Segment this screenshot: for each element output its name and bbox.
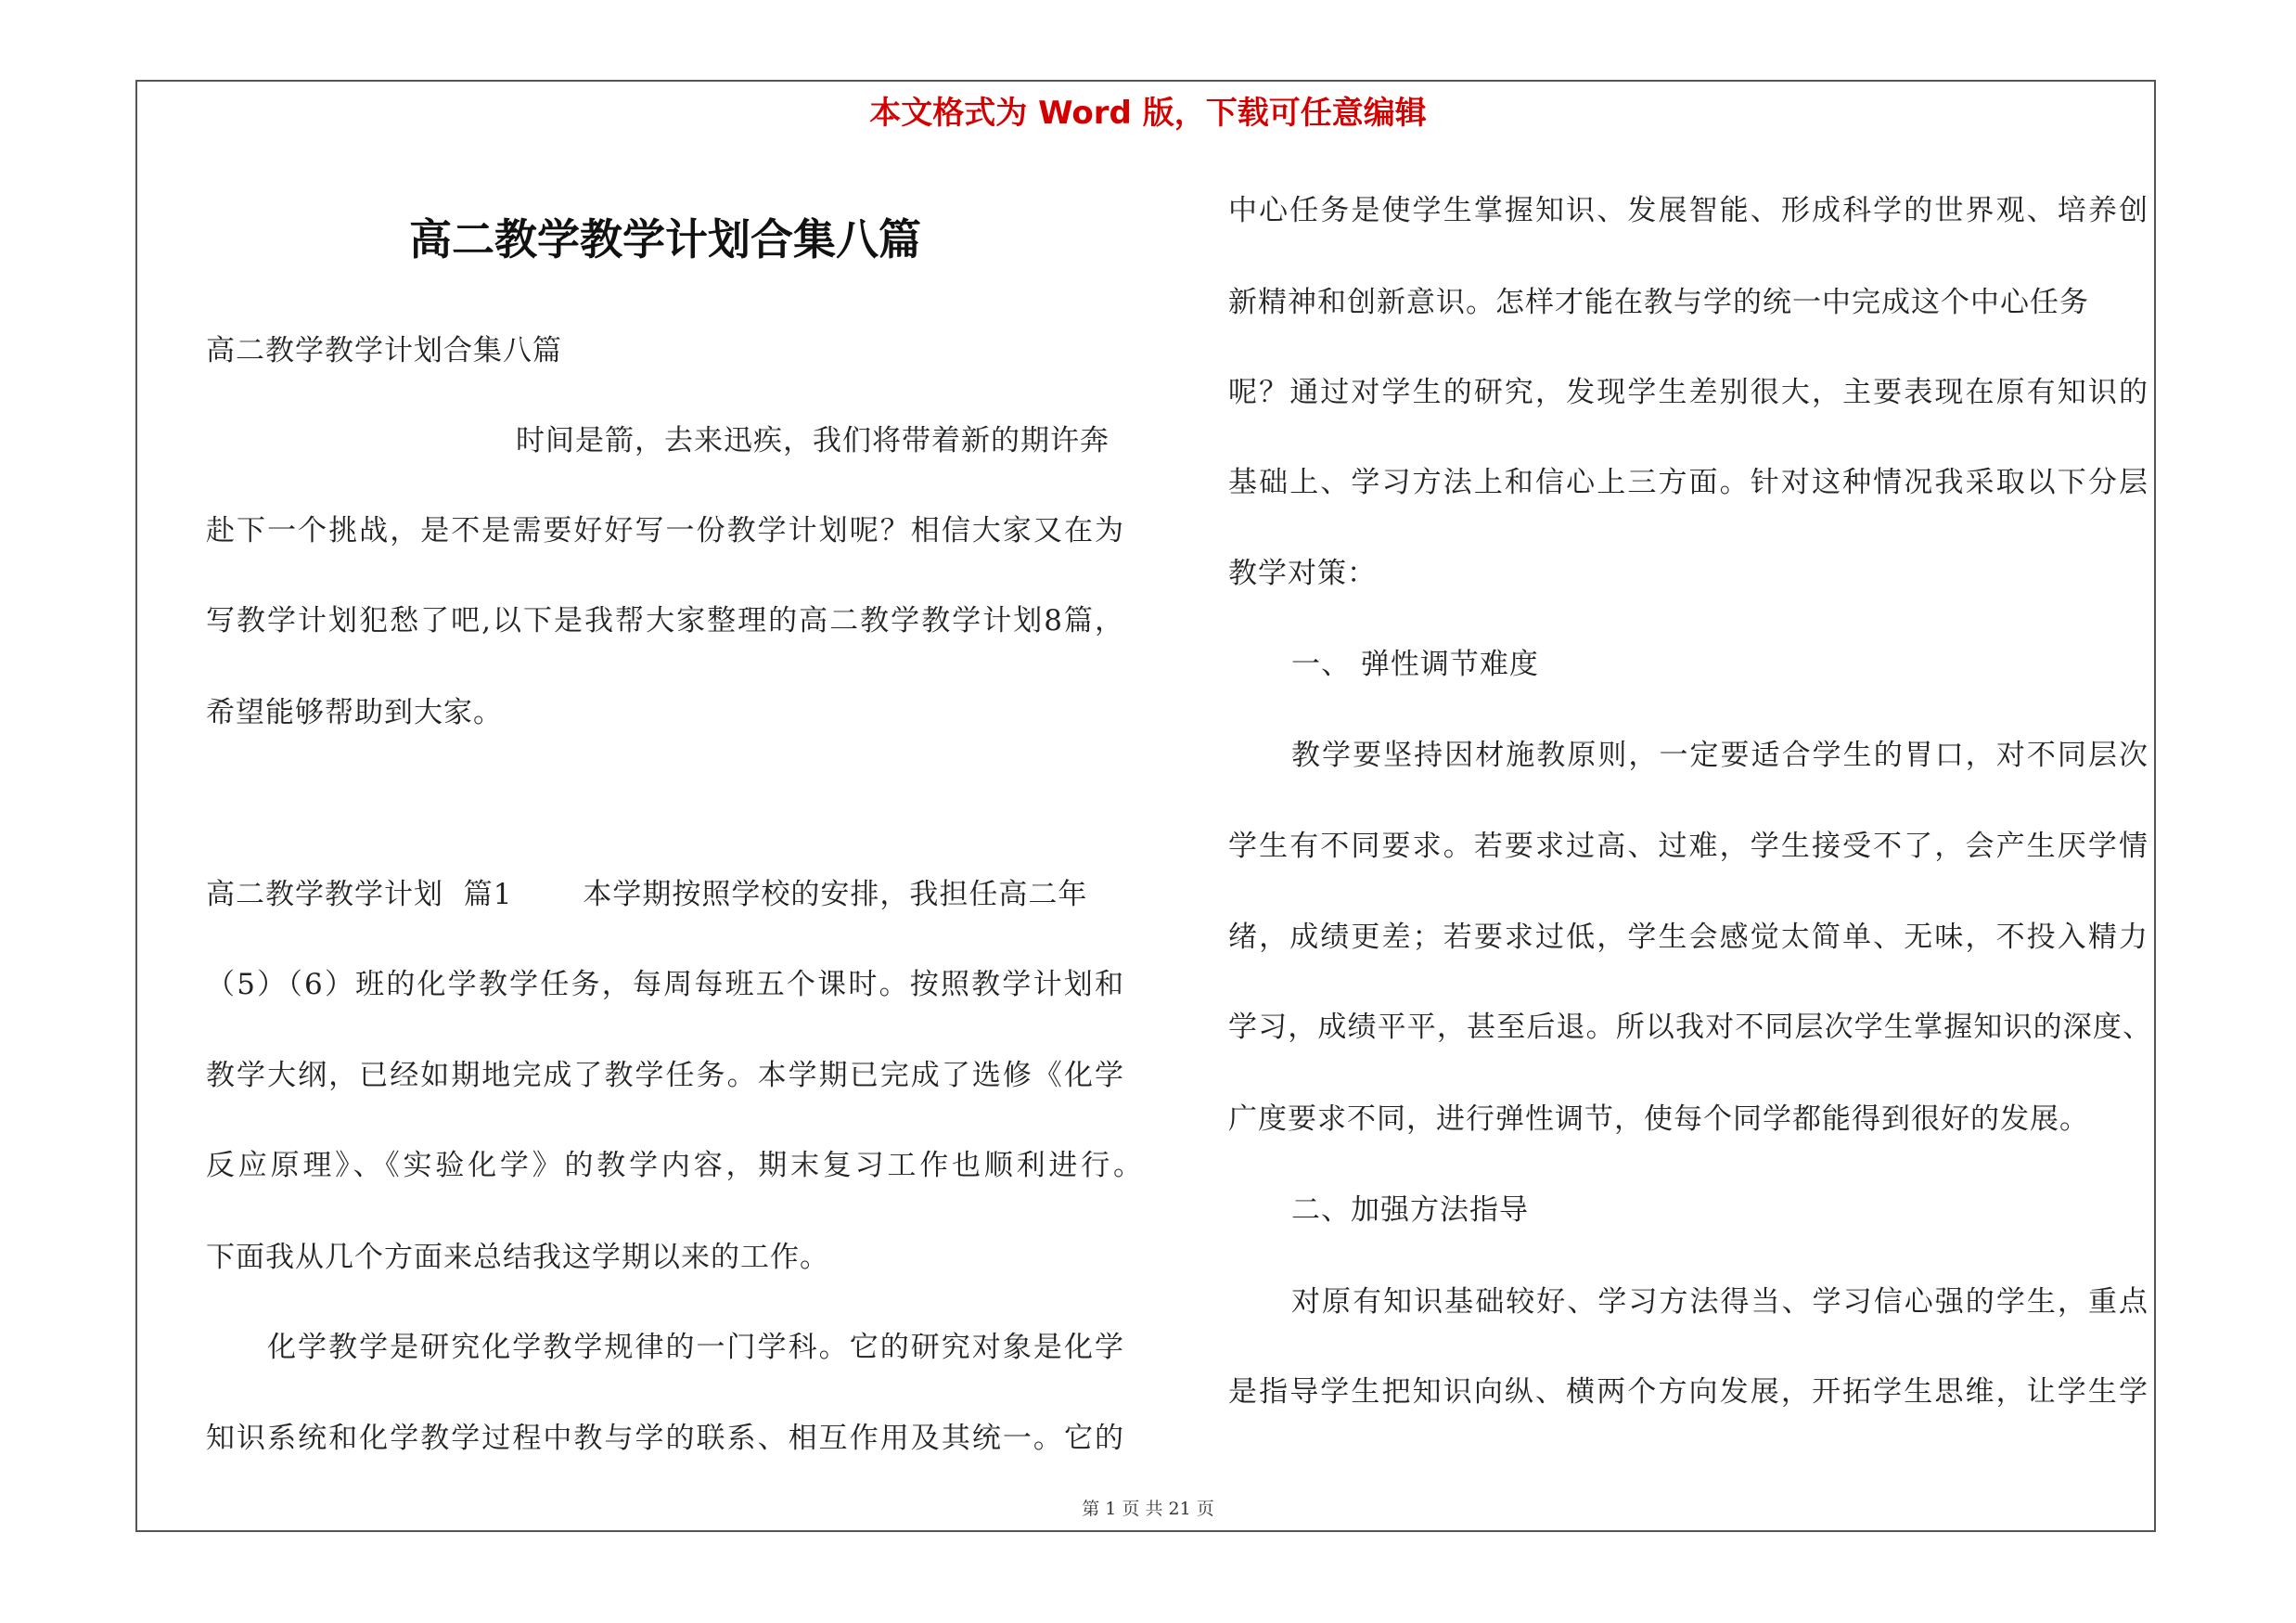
right-line-2: 呢？通过对学生的研究，发现学生差别很大，主要表现在原有知识的 xyxy=(1228,376,2148,409)
right-line-6: 教学要坚持因材施教原则，一定要适合学生的胃口，对不同层次 xyxy=(1291,739,2148,772)
right-line-12: 对原有知识基础较好、学习方法得当、学习信心强的学生，重点 xyxy=(1291,1285,2148,1319)
left-line-8: 反应原理》、《实验化学》的教学内容，期末复习工作也顺利进行。 xyxy=(206,1149,1143,1182)
page-footer: 第 1 页 共 21 页 xyxy=(1082,1499,1214,1519)
left-line-7: 教学大纲，已经如期地完成了教学任务。本学期已完成了选修《化学 xyxy=(206,1059,1124,1092)
right-line-1: 新精神和创新意识。怎样才能在教与学的统一中完成这个中心任务 xyxy=(1228,286,2089,319)
left-line-11: 知识系统和化学教学过程中教与学的联系、相互作用及其统一。它的 xyxy=(206,1422,1124,1455)
right-line-10: 广度要求不同，进行弹性调节，使每个同学都能得到很好的发展。 xyxy=(1228,1102,2089,1136)
left-line-1: 时间是箭，去来迅疾，我们将带着新的期许奔 xyxy=(516,424,1110,457)
left-line-4: 希望能够帮助到大家。 xyxy=(206,696,503,729)
format-banner: 本文格式为 Word 版，下载可任意编辑 xyxy=(869,95,1427,132)
right-line-8: 绪，成绩更差；若要求过低，学生会感觉太简单、无味，不投入精力 xyxy=(1228,921,2148,954)
right-line-9: 学习，成绩平平，甚至后退。所以我对不同层次学生掌握知识的深度、 xyxy=(1228,1011,2152,1044)
left-line-2: 赴下一个挑战，是不是需要好好写一份教学计划呢？相信大家又在为 xyxy=(206,514,1124,547)
right-line-3: 基础上、学习方法上和信心上三方面。针对这种情况我采取以下分层 xyxy=(1228,466,2148,499)
document-title: 高二教学教学计划合集八篇 xyxy=(409,214,921,264)
left-line-3: 写教学计划犯愁了吧,以下是我帮大家整理的高二教学教学计划8篇， xyxy=(206,604,1124,638)
right-line-4: 教学对策： xyxy=(1228,557,1377,590)
right-line-0: 中心任务是使学生掌握知识、发展智能、形成科学的世界观、培养创 xyxy=(1228,194,2148,227)
left-line-0: 高二教学教学计划合集八篇 xyxy=(206,334,562,367)
right-line-5: 一、 弹性调节难度 xyxy=(1291,648,1539,681)
right-line-13: 是指导学生把知识向纵、横两个方向发展，开拓学生思维，让学生学 xyxy=(1228,1375,2148,1409)
left-line-6: （5）（6）班的化学教学任务，每周每班五个课时。按照教学计划和 xyxy=(206,968,1124,1001)
left-line-9: 下面我从几个方面来总结我这学期以来的工作。 xyxy=(206,1241,829,1274)
right-line-11: 二、加强方法指导 xyxy=(1291,1193,1529,1227)
left-line-5: 高二教学教学计划 篇1 本学期按照学校的安排，我担任高二年 xyxy=(206,878,1088,911)
left-line-10: 化学教学是研究化学教学规律的一门学科。它的研究对象是化学 xyxy=(267,1331,1124,1364)
right-line-7: 学生有不同要求。若要求过高、过难，学生接受不了，会产生厌学情 xyxy=(1228,830,2148,863)
